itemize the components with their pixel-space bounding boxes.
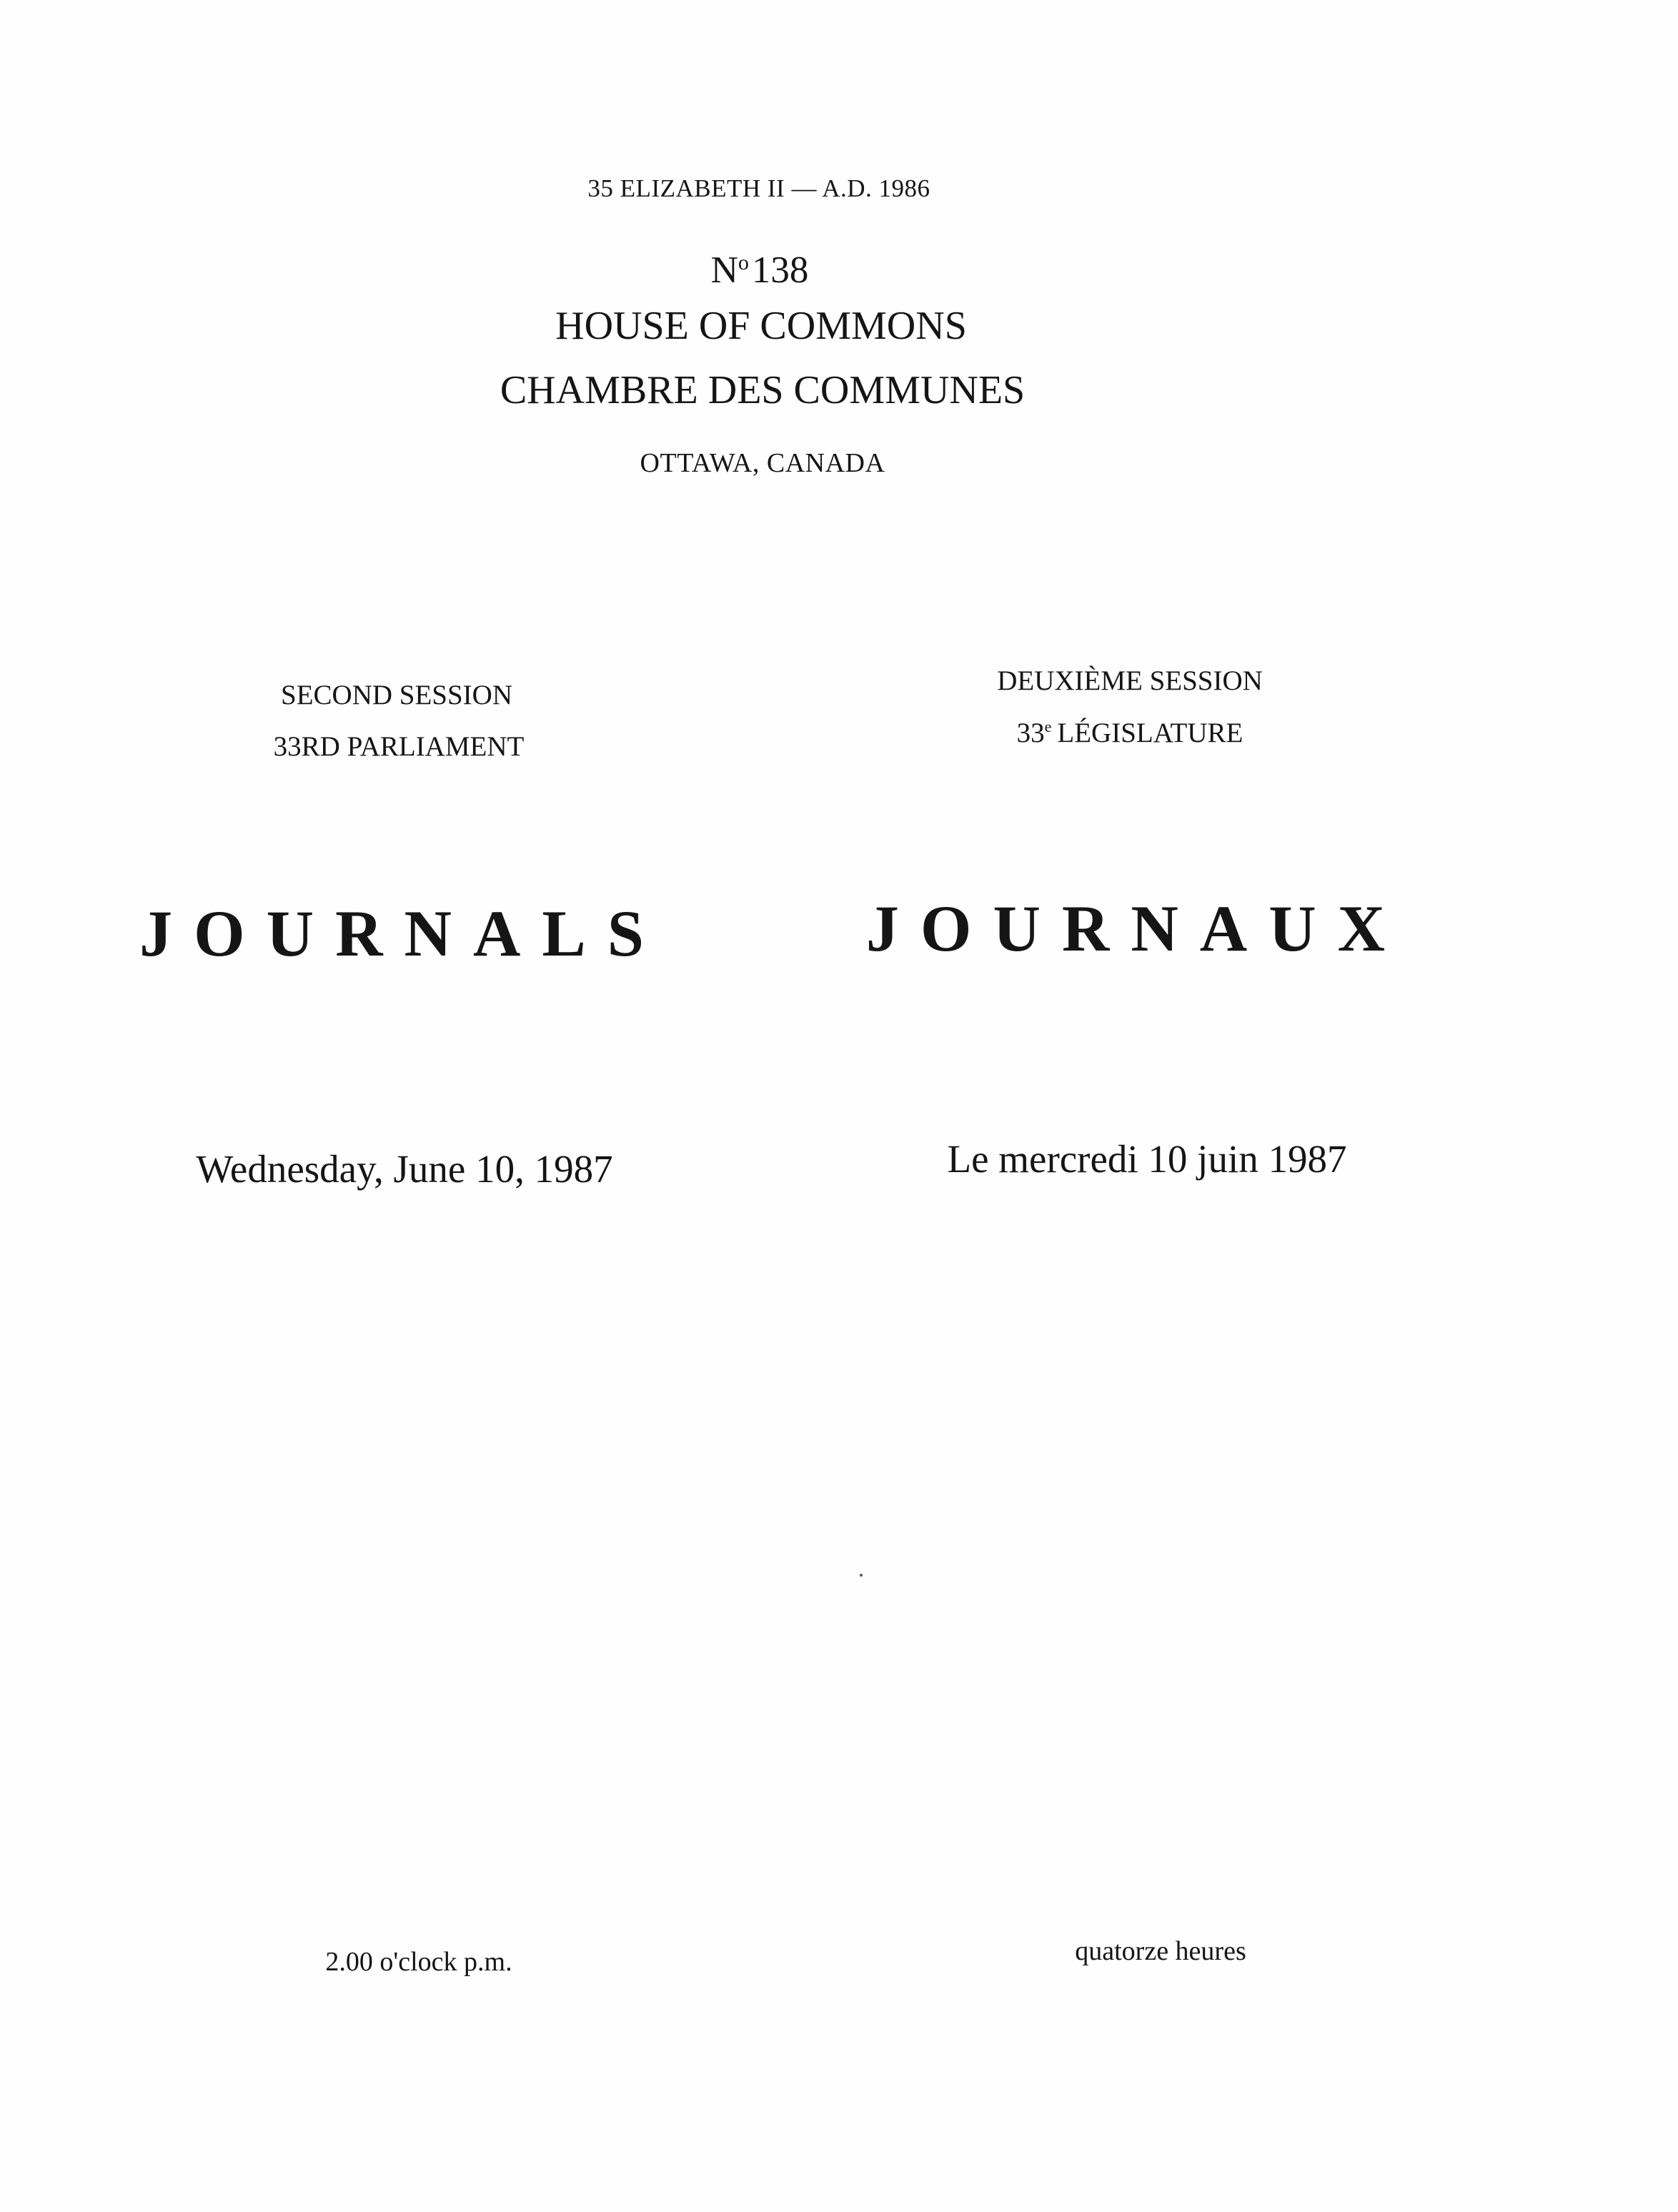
issue-number-sup: o: [738, 251, 749, 274]
session-french: DEUXIÈME SESSION: [997, 665, 1263, 696]
issue-number: [711, 249, 809, 292]
parliament-english: 33RD PARLIAMENT: [273, 731, 525, 762]
issue-number-prefix: N: [710, 249, 738, 291]
time-english: 2.00 o'clock p.m.: [325, 1947, 512, 1977]
legislature-sup: e: [1044, 718, 1052, 735]
time-french: quatorze heures: [1075, 1936, 1246, 1966]
city-line: OTTAWA, CANADA: [640, 448, 885, 478]
issue-number-value: 138: [751, 249, 809, 291]
session-english: SECOND SESSION: [281, 680, 512, 710]
house-name-english: HOUSE OF COMMONS: [555, 304, 967, 348]
date-french: Le mercredi 10 juin 1987: [947, 1137, 1347, 1181]
date-english: Wednesday, June 10, 1987: [196, 1147, 613, 1191]
regnal-year: 35 ELIZABETH II — A.D. 1986: [587, 174, 930, 202]
legislature-french: [1017, 717, 1243, 749]
legislature-word: LÉGISLATURE: [1057, 718, 1243, 748]
paper-speck: [860, 1574, 863, 1577]
title-french: JOURNAUX: [865, 892, 1407, 965]
title-english: JOURNALS: [139, 897, 665, 970]
legislature-number: 33: [1016, 718, 1045, 748]
house-name-french: CHAMBRE DES COMMUNES: [500, 368, 1026, 412]
